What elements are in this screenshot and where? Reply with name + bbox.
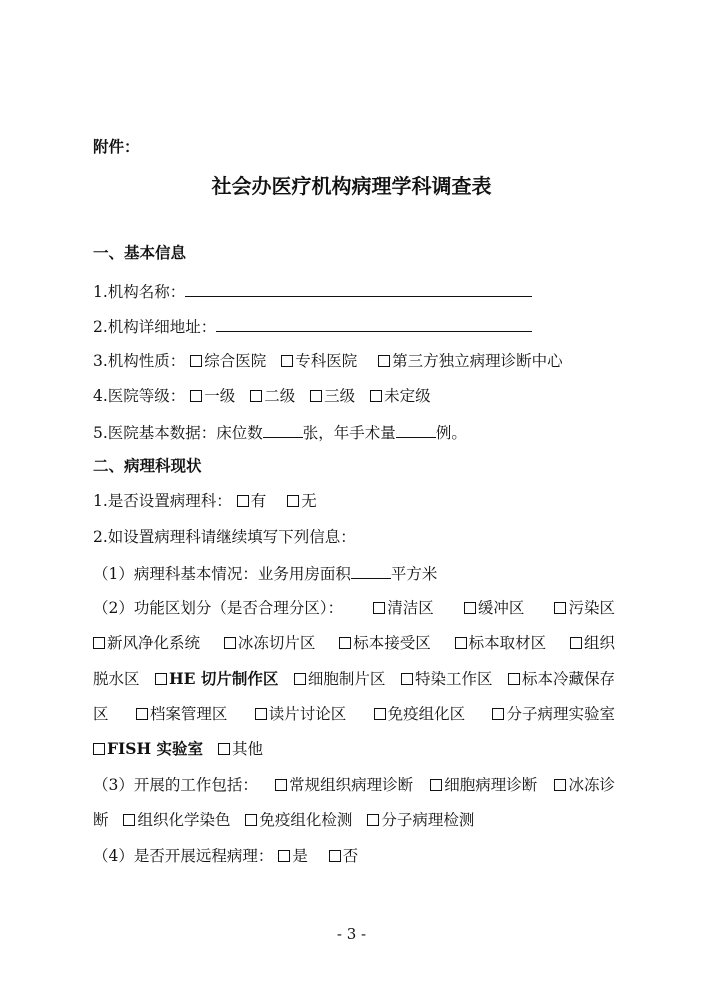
zones-line-5 (93, 739, 273, 759)
tissue-dehydration-cont: 脱水区 (93, 670, 140, 688)
checkbox[interactable] (136, 708, 148, 720)
checkbox[interactable] (218, 743, 230, 755)
option-slide-review-zone[interactable]: 读片讨论区 (255, 704, 347, 724)
zones-label: （2）功能区划分（是否合理分区）： (93, 599, 344, 617)
option-frozen-diagnosis[interactable]: 冰冻诊 (554, 775, 615, 795)
checkbox[interactable] (275, 779, 287, 791)
has-pathology-label: 1.是否设置病理科： (93, 492, 232, 510)
checkbox[interactable] (255, 708, 267, 720)
institution-nature-row (93, 351, 573, 371)
attachment-label: 附件： (93, 137, 140, 156)
checkbox[interactable] (93, 743, 105, 755)
checkbox[interactable] (373, 602, 385, 614)
checkbox[interactable] (250, 390, 262, 402)
beds-field[interactable] (263, 422, 303, 438)
surgeries-label: 张，年手术量 (302, 424, 396, 442)
option-remote-yes[interactable]: 是 (278, 847, 308, 865)
option-clean-zone[interactable]: 清洁区 (373, 598, 434, 618)
option-other-zone[interactable]: 其他 (218, 740, 263, 758)
option-specimen-grossing[interactable]: 标本取材区 (455, 633, 547, 653)
institution-name-field[interactable] (185, 281, 532, 297)
surgeries-field[interactable] (396, 422, 436, 438)
section-basic-heading: 一、基本信息 (93, 243, 187, 262)
zones-line-1 (93, 598, 615, 618)
checkbox[interactable] (464, 602, 476, 614)
checkbox[interactable] (329, 850, 341, 862)
institution-address-label: 2.机构详细地址： (93, 318, 217, 336)
surgeries-unit: 例。 (435, 424, 467, 442)
option-he-section-zone[interactable]: HE 切片制作区 (155, 669, 278, 689)
option-no[interactable]: 无 (287, 492, 317, 510)
zones-line-4 (93, 704, 615, 724)
checkbox[interactable] (554, 779, 566, 791)
option-unrated[interactable]: 未定级 (370, 387, 431, 405)
zones-line-3 (93, 669, 615, 689)
hospital-level-label: 4.医院等级： (93, 387, 186, 405)
option-cell-prep-zone[interactable]: 细胞制片区 (294, 669, 386, 689)
checkbox[interactable] (492, 708, 504, 720)
checkbox[interactable] (570, 637, 582, 649)
institution-address-field[interactable] (216, 316, 532, 332)
option-remote-no[interactable]: 否 (329, 847, 359, 865)
option-histochemical-stain[interactable]: 组织化学染色 (123, 811, 230, 829)
option-third-party-center[interactable]: 第三方独立病理诊断中心 (378, 352, 563, 370)
option-archive-zone[interactable]: 档案管理区 (136, 704, 228, 724)
area-row (93, 563, 437, 584)
checkbox[interactable] (378, 355, 390, 367)
checkbox[interactable] (430, 779, 442, 791)
option-frozen-section-zone[interactable]: 冰冻切片区 (224, 633, 316, 653)
checkbox[interactable] (287, 495, 299, 507)
remote-pathology-label: （4）是否开展远程病理： (93, 847, 274, 865)
area-field[interactable] (351, 563, 391, 579)
option-level-1[interactable]: 一级 (190, 387, 235, 405)
option-ihc-zone[interactable]: 免疫组化区 (374, 704, 466, 724)
checkbox[interactable] (237, 495, 249, 507)
checkbox[interactable] (278, 850, 290, 862)
page-number: - 3 - (336, 925, 367, 943)
checkbox[interactable] (370, 390, 382, 402)
option-ihc-testing[interactable]: 免疫组化检测 (245, 811, 352, 829)
option-molecular-lab[interactable]: 分子病理实验室 (492, 704, 615, 724)
page-title: 社会办医疗机构病理学科调查表 (211, 174, 492, 198)
beds-label: 5.医院基本数据：床位数 (93, 424, 263, 442)
option-fresh-air-system[interactable]: 新风净化系统 (93, 633, 200, 653)
checkbox[interactable] (294, 673, 306, 685)
work-label: （3）开展的工作包括： (93, 776, 258, 794)
checkbox[interactable] (455, 637, 467, 649)
checkbox[interactable] (339, 637, 351, 649)
checkbox[interactable] (554, 602, 566, 614)
work-line-1 (93, 775, 615, 795)
checkbox[interactable] (224, 637, 236, 649)
frozen-diagnosis-cont: 断 (93, 811, 109, 829)
has-pathology-row (93, 491, 327, 511)
checkbox[interactable] (93, 637, 105, 649)
checkbox[interactable] (401, 673, 413, 685)
checkbox[interactable] (190, 355, 202, 367)
checkbox[interactable] (245, 814, 257, 826)
hospital-data-row (93, 422, 467, 443)
institution-name-label: 1.机构名称： (93, 283, 186, 301)
work-line-2 (93, 810, 484, 830)
area-label: （1）病理科基本情况：业务用房面积 (93, 565, 351, 583)
option-contaminated-zone[interactable]: 污染区 (554, 598, 615, 618)
cold-storage-cont: 区 (93, 705, 109, 723)
area-unit: 平方米 (390, 565, 438, 583)
option-specimen-cold-storage[interactable]: 标本冷藏保存 (508, 669, 615, 689)
checkbox[interactable] (190, 390, 202, 402)
option-general-hospital[interactable]: 综合医院 (190, 352, 266, 370)
option-fish-lab[interactable]: FISH 实验室 (93, 740, 203, 758)
institution-address-row (93, 316, 532, 337)
option-cytopathology[interactable]: 细胞病理诊断 (430, 775, 537, 795)
institution-name-row (93, 281, 532, 302)
option-level-2[interactable]: 二级 (250, 387, 295, 405)
checkbox[interactable] (374, 708, 386, 720)
checkbox[interactable] (508, 673, 520, 685)
zones-line-2 (93, 633, 615, 653)
checkbox[interactable] (310, 390, 322, 402)
option-tissue-dehydration[interactable]: 组织 (570, 633, 615, 653)
section-status-heading: 二、病理科现状 (93, 456, 202, 475)
option-routine-histopathology[interactable]: 常规组织病理诊断 (275, 775, 413, 795)
option-yes[interactable]: 有 (237, 492, 267, 510)
institution-nature-label: 3.机构性质： (93, 352, 186, 370)
option-specialty-hospital[interactable]: 专科医院 (281, 352, 357, 370)
checkbox[interactable] (155, 673, 167, 685)
option-molecular-testing[interactable]: 分子病理检测 (367, 811, 474, 829)
option-special-stain-zone[interactable]: 特染工作区 (401, 669, 493, 689)
option-specimen-reception[interactable]: 标本接受区 (339, 633, 431, 653)
option-level-3[interactable]: 三级 (310, 387, 355, 405)
checkbox[interactable] (367, 814, 379, 826)
continue-instruction: 2.如设置病理科请继续填写下列信息： (93, 528, 356, 546)
option-buffer-zone[interactable]: 缓冲区 (464, 598, 525, 618)
checkbox[interactable] (123, 814, 135, 826)
remote-pathology-row (93, 846, 368, 866)
checkbox[interactable] (281, 355, 293, 367)
hospital-level-row (93, 386, 441, 406)
